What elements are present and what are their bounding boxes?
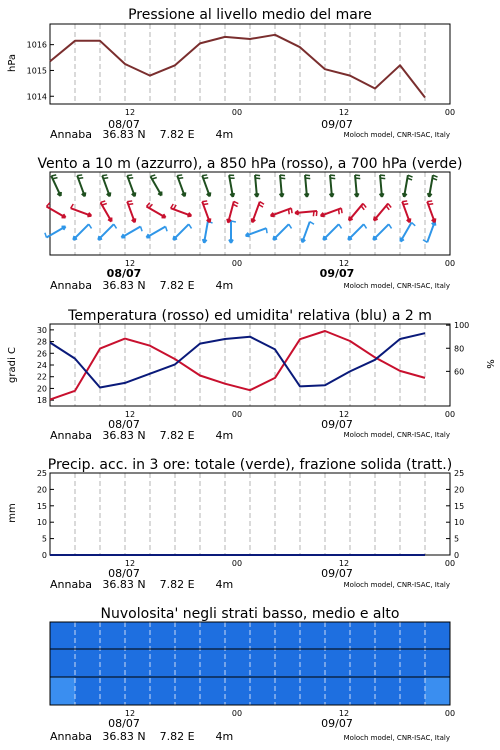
cloud-cell-basso (250, 677, 276, 705)
humidity-ylabel: % (484, 359, 495, 369)
precipitation-title: Precip. acc. in 3 ore: totale (verde), frazione solida (tratt.) (47, 457, 453, 473)
wind-barb-head (321, 216, 325, 217)
wind-barb-head (271, 216, 275, 217)
cloud-cell-alto (250, 622, 276, 649)
y-tick-label: 10 (454, 518, 465, 528)
wind-barb-10m (203, 221, 213, 243)
pressure-ylabel: hPa (7, 53, 18, 73)
location-label: Annaba 36.83 N 7.82 E 4m (50, 128, 234, 141)
wind-barb-850hpa (349, 204, 366, 221)
wind-barb-feather (101, 201, 106, 203)
cloud-cell-medio (150, 649, 176, 677)
wind-barb-feather (289, 209, 290, 214)
wind-barb-feather (255, 178, 260, 179)
wind-barb-shaft (273, 224, 289, 240)
temperature-title: Temperatura (rosso) ed umidita' relativa (blu) a 2 m (68, 308, 432, 324)
wind-barb-850hpa (46, 203, 65, 218)
pressure-title: Pressione al livello medio del mare (128, 7, 372, 23)
cloud-panel (50, 606, 455, 743)
wind-barb-head (210, 192, 211, 196)
wind-barb-shaft (401, 222, 412, 241)
y-tick-label: 60 (454, 367, 465, 377)
cloud-cell-medio (50, 649, 76, 677)
wind-barb-700hpa (151, 175, 162, 196)
cloud-cell-medio (250, 649, 276, 677)
wind-barb-feather (189, 224, 192, 228)
wind-barb-feather (51, 175, 56, 176)
location-label: Annaba 36.83 N 7.82 E 4m (50, 429, 234, 442)
cloud-cell-basso (375, 677, 401, 705)
y-tick-label: 0 (454, 551, 460, 560)
cloud-cell-alto (350, 622, 376, 649)
y-tick-label: 80 (454, 344, 465, 354)
cloud-cell-alto (175, 622, 201, 649)
cloud-cell-medio (200, 649, 226, 677)
wind-barb-feather (341, 208, 342, 213)
wind-barb-feather (364, 224, 367, 228)
cloud-title: Nuvolosita' negli strati basso, medio e alto (100, 606, 400, 622)
y-tick-label: 18 (36, 396, 47, 406)
cloud-cell-basso (75, 677, 101, 705)
time-tick-label: 00 (444, 108, 456, 117)
time-tick-label: 00 (231, 559, 243, 568)
cloud-cell-basso (150, 677, 176, 705)
wind-barb-head (85, 192, 86, 196)
wind-barb-shaft (146, 227, 165, 238)
wind-barb-850hpa (171, 204, 192, 216)
cloud-cell-basso (200, 677, 226, 705)
wind-barb-feather (103, 178, 108, 179)
time-tick-label: 12 (338, 259, 350, 268)
cloud-cell-medio (125, 649, 151, 677)
y-tick-label: 24 (36, 361, 47, 370)
wind-barb-feather (178, 178, 183, 179)
time-tick-label: 12 (124, 259, 136, 268)
cloud-cell-alto (375, 622, 401, 649)
wind-barb-shaft (46, 207, 65, 218)
time-tick-label: 12 (338, 709, 350, 718)
wind-barb-feather (305, 178, 310, 179)
date-label: 09/07 (321, 118, 353, 131)
y-tick-label: 10 (36, 518, 47, 528)
wind-barb-shaft (302, 222, 310, 243)
y-tick-label: 30 (36, 325, 47, 335)
wind-time-axis (107, 259, 455, 280)
wind-barb-850hpa (127, 201, 135, 222)
y-tick-label: 20 (36, 485, 47, 495)
y-tick-label: 15 (454, 501, 465, 511)
y-tick-label: 20 (36, 384, 47, 394)
date-label: 08/07 (108, 118, 140, 131)
wind-barb-feather (114, 224, 117, 228)
temperature-series (50, 331, 425, 400)
cloud-cell-basso (225, 677, 251, 705)
wind-barb-feather (234, 201, 238, 203)
date-label: 09/07 (321, 418, 353, 431)
wind-barb-feather (403, 204, 408, 205)
model-label: Moloch model, CNR-ISAC, Italy (343, 431, 450, 439)
cloud-cell-medio (325, 649, 351, 677)
wind-barb-feather (388, 204, 391, 208)
wind-barb-feather (280, 175, 285, 176)
pressure-series (50, 35, 425, 98)
cloud-cell-basso (50, 677, 76, 705)
wind-barb-feather (77, 175, 82, 176)
wind-barb-feather (363, 204, 366, 208)
wind-barb-700hpa (51, 175, 61, 196)
humidity-yticks (446, 321, 469, 376)
time-tick-label: 12 (338, 108, 350, 117)
wind-barb-feather (45, 233, 47, 238)
wind-barb-850hpa (146, 203, 165, 218)
cloud-cell-medio (375, 649, 401, 677)
y-tick-label: 26 (36, 349, 47, 359)
wind-barb-10m (302, 222, 314, 243)
wind-barb-10m (45, 227, 66, 238)
precipitation-grid (75, 473, 425, 555)
y-tick-label: 28 (36, 337, 47, 347)
wind-barb-feather (280, 178, 285, 179)
cloud-cell-alto (225, 622, 251, 649)
wind-barb-feather (233, 204, 237, 206)
date-label: 08/07 (108, 717, 140, 730)
wind-barb-head (374, 219, 378, 220)
wind-title: Vento a 10 m (azzurro), a 850 hPa (rosso), a 700 hPa (verde) (37, 156, 463, 172)
model-label: Moloch model, CNR-ISAC, Italy (343, 131, 450, 139)
temperature-panel (7, 308, 495, 442)
y-tick-label: 22 (36, 372, 47, 382)
wind-barb-feather (412, 222, 416, 225)
time-tick-label: 00 (444, 709, 456, 718)
cloud-cell-basso (275, 677, 301, 705)
wind-barb-feather (146, 203, 149, 207)
pressure-line (50, 35, 425, 98)
wind-barb-10m (323, 224, 341, 240)
time-tick-label: 12 (124, 709, 136, 718)
date-label: 08/07 (108, 418, 140, 431)
cloud-cell-basso (350, 677, 376, 705)
wind-barb-shaft (246, 228, 267, 236)
location-label: Annaba 36.83 N 7.82 E 4m (50, 279, 234, 292)
cloud-cell-alto (425, 622, 451, 649)
wind-barb-10m (173, 224, 191, 240)
temperature-line (50, 331, 425, 400)
wind-barb-700hpa (428, 175, 438, 197)
wind-panel (37, 156, 462, 292)
cloud-cell-medio (425, 649, 451, 677)
cloud-cell-alto (125, 622, 151, 649)
wind-barb-feather (102, 204, 107, 206)
time-tick-label: 12 (338, 559, 350, 568)
y-tick-label: 15 (36, 501, 47, 511)
pressure-grid (75, 24, 425, 104)
wind-barb-head (110, 192, 111, 196)
wind-barb-850hpa (427, 201, 435, 222)
date-label: 09/07 (321, 567, 353, 580)
cloud-cell-alto (275, 622, 301, 649)
wind-barb-700hpa (127, 175, 135, 196)
wind-barb-head (185, 192, 186, 196)
temperature-time-axis (108, 410, 455, 431)
wind-barb-feather (89, 224, 92, 228)
wind-barb-feather (266, 228, 267, 233)
wind-barb-700hpa (305, 175, 311, 197)
cloud-cell-alto (100, 622, 126, 649)
precipitation-ylabel: mm (7, 503, 18, 523)
wind-barb-700hpa (403, 175, 413, 197)
humidity-line (50, 333, 425, 387)
time-tick-label: 12 (338, 410, 350, 419)
wind-barb-700hpa (229, 175, 235, 197)
time-tick-label: 12 (124, 559, 136, 568)
wind-barb-shaft (98, 224, 114, 240)
wind-barb-feather (428, 204, 433, 205)
wind-barb-feather (203, 204, 208, 205)
wind-barb-feather (316, 211, 317, 216)
time-tick-label: 00 (444, 410, 456, 419)
wind-barb-feather (202, 175, 207, 176)
wind-barb-10m (348, 224, 366, 240)
wind-barb-feather (255, 175, 260, 176)
wind-barb-shaft (373, 224, 389, 240)
cloud-cell-alto (75, 622, 101, 649)
y-tick-label: 25 (36, 469, 47, 478)
wind-barb-head (173, 239, 177, 240)
y-tick-label: 1014 (26, 92, 47, 102)
wind-grid (75, 172, 425, 255)
cloud-cell-alto (300, 622, 326, 649)
wind-barb-head (410, 218, 411, 222)
date-label: 09/07 (321, 717, 353, 730)
wind-barb-feather (127, 201, 132, 202)
temperature-yticks (37, 326, 54, 405)
date-label: 09/07 (319, 267, 355, 280)
wind-barb-850hpa (252, 202, 264, 223)
wind-barb-700hpa (380, 175, 386, 197)
cloud-cell-alto (200, 622, 226, 649)
wind-barb-feather (203, 178, 208, 179)
wind-barb-feather (78, 178, 83, 179)
wind-barb-feather (402, 201, 407, 202)
wind-barb-feather (380, 175, 385, 176)
wind-barb-feather (46, 203, 49, 207)
wind-barb-700hpa (102, 175, 110, 196)
cloud-cell-basso (425, 677, 451, 705)
y-tick-label: 25 (454, 469, 465, 478)
cloud-cell-basso (400, 677, 426, 705)
time-tick-label: 00 (231, 108, 243, 117)
wind-barb-shaft (121, 227, 140, 238)
wind-barb-700hpa (355, 175, 361, 197)
wind-barb-head (135, 218, 136, 222)
cloud-cell-alto (400, 622, 426, 649)
cloud-cell-medio (400, 649, 426, 677)
wind-barb-feather (71, 204, 74, 208)
temperature-ylabel: gradi C (7, 347, 18, 383)
wind-barb-head (246, 236, 250, 237)
time-tick-label: 12 (124, 108, 136, 117)
wind-barb-feather (361, 206, 364, 210)
wind-barb-feather (202, 201, 207, 202)
wind-barb-850hpa (321, 208, 342, 216)
y-tick-label: 20 (454, 485, 465, 495)
cloud-cell-basso (175, 677, 201, 705)
precipitation-yticks-right (446, 469, 464, 560)
wind-barb-feather (171, 204, 174, 208)
wind-barb-feather (330, 175, 335, 176)
wind-barb-10m (401, 222, 416, 241)
wind-barb-head (135, 192, 136, 196)
wind-barb-10m (73, 224, 91, 240)
wind-barb-700hpa (177, 175, 185, 196)
wind-barb-700hpa (255, 175, 261, 197)
wind-barb-head (435, 218, 436, 222)
wind-barb-head (273, 239, 277, 240)
y-tick-label: 0 (41, 551, 47, 560)
cloud-cell-medio (100, 649, 126, 677)
wind-barb-feather (128, 178, 133, 179)
cloud-time-axis (108, 709, 455, 730)
y-tick-label: 5 (41, 534, 47, 544)
wind-barb-feather (127, 175, 132, 176)
wind-barb-feather (102, 175, 107, 176)
wind-barb-700hpa (330, 175, 336, 197)
cloud-cell-basso (300, 677, 326, 705)
wind-barb-10m (229, 221, 236, 243)
wind-barb-feather (313, 211, 314, 216)
precipitation-panel (7, 457, 464, 591)
wind-barb-head (233, 193, 234, 197)
cloud-cell-alto (50, 622, 76, 649)
time-tick-label: 00 (444, 259, 456, 268)
cloud-cell-medio (225, 649, 251, 677)
wind-barbs (45, 175, 438, 243)
wind-barb-head (373, 239, 377, 240)
wind-barb-feather (339, 209, 340, 214)
wind-barb-feather (152, 178, 157, 180)
time-tick-label: 12 (124, 410, 136, 419)
cloud-cell-medio (175, 649, 201, 677)
precipitation-yticks (37, 469, 54, 560)
wind-barb-shaft (427, 222, 435, 243)
wind-barb-feather (259, 204, 263, 207)
cloud-cell-medio (75, 649, 101, 677)
wind-barb-feather (231, 221, 236, 222)
date-label: 08/07 (106, 267, 142, 280)
wind-barb-head (73, 239, 77, 240)
wind-barb-head (349, 219, 353, 220)
wind-barb-700hpa (77, 175, 85, 196)
precipitation-time-axis (108, 559, 455, 580)
wind-barb-feather (177, 175, 182, 176)
wind-barb-feather (166, 227, 168, 232)
wind-barb-feather (339, 224, 342, 228)
wind-barb-feather (141, 227, 143, 232)
wind-barb-10m (373, 224, 391, 240)
wind-barb-shaft (323, 224, 339, 240)
location-label: Annaba 36.83 N 7.82 E 4m (50, 730, 234, 743)
wind-barb-feather (355, 178, 360, 179)
wind-barb-shaft (71, 208, 92, 216)
wind-barb-850hpa (227, 201, 238, 222)
wind-barb-head (210, 218, 211, 222)
y-tick-label: 1015 (26, 66, 47, 76)
wind-barb-850hpa (71, 204, 92, 216)
cloud-cell-basso (325, 677, 351, 705)
cloud-cell-medio (350, 649, 376, 677)
wind-barb-feather (310, 222, 314, 225)
location-label: Annaba 36.83 N 7.82 E 4m (50, 578, 234, 591)
wind-barb-feather (427, 201, 432, 202)
wind-barb-feather (260, 202, 264, 205)
wind-barb-10m (98, 224, 116, 240)
wind-barb-700hpa (202, 175, 210, 196)
wind-barb-shaft (73, 224, 89, 240)
wind-barb-700hpa (280, 175, 286, 197)
time-tick-label: 00 (231, 259, 243, 268)
model-label: Moloch model, CNR-ISAC, Italy (343, 734, 450, 742)
time-tick-label: 00 (444, 559, 456, 568)
wind-barb-10m (246, 228, 267, 236)
wind-barb-feather (151, 175, 156, 177)
wind-barb-850hpa (295, 211, 317, 217)
wind-barb-head (98, 239, 102, 240)
wind-barb-feather (291, 208, 292, 213)
wind-barb-850hpa (402, 201, 410, 222)
wind-barb-feather (53, 178, 58, 179)
date-label: 08/07 (108, 567, 140, 580)
wind-barb-feather (289, 224, 292, 228)
cloud-cell-basso (125, 677, 151, 705)
wind-barb-850hpa (101, 201, 112, 222)
y-tick-label: 1016 (26, 40, 47, 50)
cloud-cell-medio (275, 649, 301, 677)
cloud-cell-basso (100, 677, 126, 705)
wind-barb-850hpa (202, 201, 210, 222)
wind-barb-shaft (46, 227, 65, 238)
cloud-cell-alto (150, 622, 176, 649)
cloud-cell-medio (300, 649, 326, 677)
wind-barb-feather (330, 178, 335, 179)
wind-barb-10m (273, 224, 291, 240)
time-tick-label: 00 (231, 709, 243, 718)
wind-barb-feather (355, 175, 360, 176)
wind-barb-feather (380, 178, 385, 179)
wind-barb-shaft (173, 224, 189, 240)
wind-barb-feather (305, 175, 310, 176)
cloud-cell-alto (325, 622, 351, 649)
wind-barb-feather (389, 224, 392, 228)
y-tick-label: 5 (454, 534, 460, 544)
time-tick-label: 00 (231, 410, 243, 419)
wind-barb-feather (128, 204, 133, 205)
wind-barb-feather (386, 206, 389, 210)
wind-barb-head (323, 239, 327, 240)
y-tick-label: 100 (454, 321, 470, 331)
wind-barb-shaft (348, 224, 364, 240)
model-label: Moloch model, CNR-ISAC, Italy (343, 581, 450, 589)
model-label: Moloch model, CNR-ISAC, Italy (343, 282, 450, 290)
pressure-panel (7, 7, 455, 141)
wind-barb-850hpa (271, 208, 292, 216)
wind-barb-head (348, 239, 352, 240)
wind-barb-850hpa (374, 204, 391, 221)
